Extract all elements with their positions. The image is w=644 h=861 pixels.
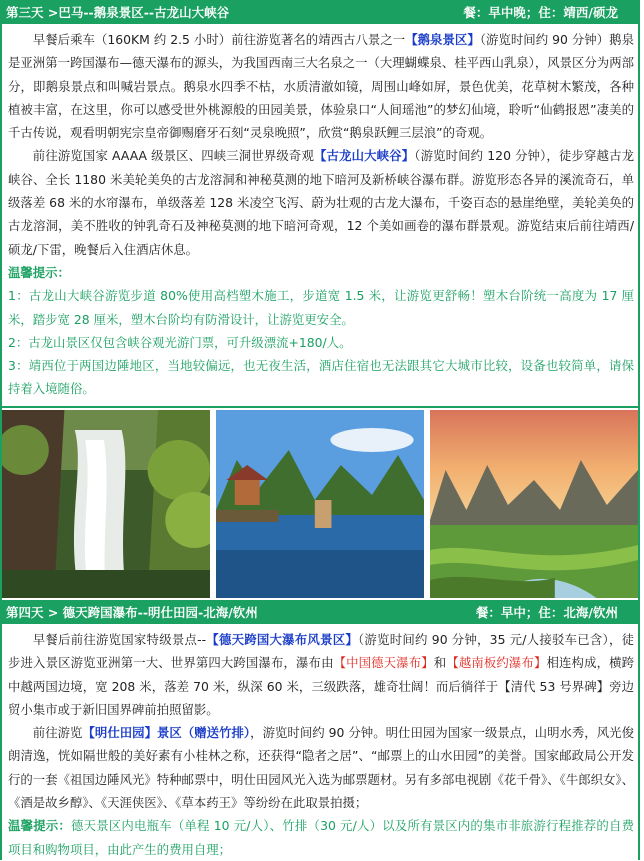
day4-header <box>0 600 640 624</box>
day3-paragraph-1 <box>8 28 634 144</box>
waterfall-photo <box>2 410 210 598</box>
day3-p1-text-b: （游览时间约 90 分钟）鹅泉是亚洲第一跨国瀑布—德天瀑布的源头，为我国西南三大名泉之一（大理蝴蝶泉、桂平西山乳泉），风景区分为两部分，即鹅泉景点和叫喊岩景点。鹅泉水四季不枯，水质清澈如镜，周围山峰如屏，景色优美，花草树木繁茂，各种植被丰富，在这里，你可以感受世外桃源般的田园美景，体验泉口“人间瑶池”的梦幻仙境，聆听“仙鹤报恩”凄美的千古传说，观看明朝宪宗皇帝御赐磨牙石刻“灵泉晚照”，欣赏“鹅泉跃鲤三层浪”的奇观。 <box>8 32 634 141</box>
day4-tips <box>8 814 634 861</box>
gulong-canyon-highlight: 【古龙山大峡谷】 <box>313 148 415 164</box>
day4-tips-text: 德天景区内电瓶车（单程 10 元/人）、竹排（30 元/人）以及所有景区内的集市非旅游行程推荐的自费项目和购物项目，由此产生的费用自理； <box>8 818 635 857</box>
equan-scenic-highlight: 【鹅泉景区】 <box>405 32 480 47</box>
day3-p1-text-a: 早餐后乘车（160KM 约 2.5 小时）前往游览著名的靖西古八景之一 <box>32 32 406 47</box>
day3-tip-2: 2：古龙山景区仅包含峡谷观光游门票，可升级漂流+180/人。 <box>8 334 352 350</box>
day4-tips-title: 温馨提示： <box>8 818 72 834</box>
day3-tip-3: 3：靖西位于两国边陲地区，当地较偏远，也无夜生活，酒店住宿也无法跟其它大城市比较，设备也较简单，请保持着入境随俗。 <box>8 358 634 397</box>
day3-meals-hotel: 餐：早中晚；住：靖西/硕龙 <box>463 5 618 20</box>
day4-meals-hotel: 餐：早中；住：北海/钦州 <box>475 605 618 620</box>
day3-p2-text-a: 前往游览国家 AAAA 级景区、四峡三洞世界级奇观 <box>32 148 314 164</box>
day4-p1-text-a: 早餐后前往游览国家特级景点-- <box>32 632 207 647</box>
pavilion-lake-photo <box>216 410 424 598</box>
day3-content <box>0 24 640 406</box>
day4-p1-text-d: 相连构成，横跨中越两国边境，宽 208 米，落差 70 米，纵深 60 米，三级跌落，雄奇壮阔！而后徜徉于【清代 53 号界碑】旁边贸小集市或于新旧国界碑前拍照留影。 <box>8 655 635 717</box>
day4-content <box>0 624 640 860</box>
photo-strip <box>0 406 640 600</box>
day4-paragraph-2 <box>8 721 634 814</box>
day4-p2-text-a: 前往游览 <box>32 725 83 741</box>
day4-p1-text-b: （游览时间约 90 分钟，35 元/人接驳车已含），徒步进入景区游览亚洲第一大、世界第四大跨国瀑布，瀑布由 <box>8 632 635 671</box>
karst-sunset-photo <box>430 410 638 598</box>
vietnam-banyue-waterfall-highlight: 【越南板约瀑布】 <box>446 655 547 671</box>
day3-tips-title: 温馨提示： <box>8 264 70 280</box>
day4-p1-text-c: 和 <box>433 655 447 671</box>
mingshi-pastoral-highlight: 【明仕田园】景区（赠送竹排） <box>82 725 251 741</box>
china-detian-waterfall-highlight: 【中国德天瀑布】 <box>333 655 434 671</box>
day4-route: 第四天 > 德天跨国瀑布--明仕田园-北海/钦州 <box>6 605 258 620</box>
day3-header <box>0 0 640 24</box>
day4-p2-text-b: ，游览时间约 90 分钟。明仕田园为国家一级景点，山明水秀，风光俊朗清逸，恍如隔世般的美好素有小桂林之称，还获得“隐者之居”、“邮票上的山水田园”的美誉。国家邮政局公开发行的一套《祖国边陲风光》特种邮票中，明仕田园风光入选为邮票题材。另有多部电视剧《花千骨》、《牛郎织女》、《酒是故乡醇》、《天涯侠医》、《草本药王》等纷纷在此取景拍摄； <box>8 725 634 811</box>
day3-p2-text-b: （游览时间约 120 分钟），徒步穿越古龙峡谷、全长 1180 米美轮美奂的古龙溶洞和神秘莫测的地下暗河及新桥峡谷瀑布群。游览形态各异的溪流奇石，单级落差 68 米的水帘瀑布，单级落差 128 米凌空飞泻、蔚为壮观的古龙大瀑布，千姿百态的悬崖绝壁，美轮美奂的古龙溶洞，美不胜收的钟乳奇石及神秘莫测的地下暗河奇观，12 个美如画卷的瀑布群景观。游览结束后前往靖西/硕龙/下雷，晚餐后入住酒店休息。 <box>8 148 634 257</box>
day3-route: 第三天 >巴马--鹅泉景区--古龙山大峡谷 <box>6 5 230 20</box>
day4-paragraph-1 <box>8 628 634 721</box>
detian-waterfall-highlight: 【德天跨国大瀑布风景区】 <box>206 632 358 647</box>
day3-paragraph-2 <box>8 144 634 260</box>
day3-tip-1: 1：古龙山大峡谷游览步道 80%使用高档塑木施工，步道宽 1.5 米，让游览更舒畅！塑木台阶统一高度为 17 厘米，踏步宽 28 厘米，塑木台阶均有防滑设计，让游览更安全。 <box>8 288 634 327</box>
